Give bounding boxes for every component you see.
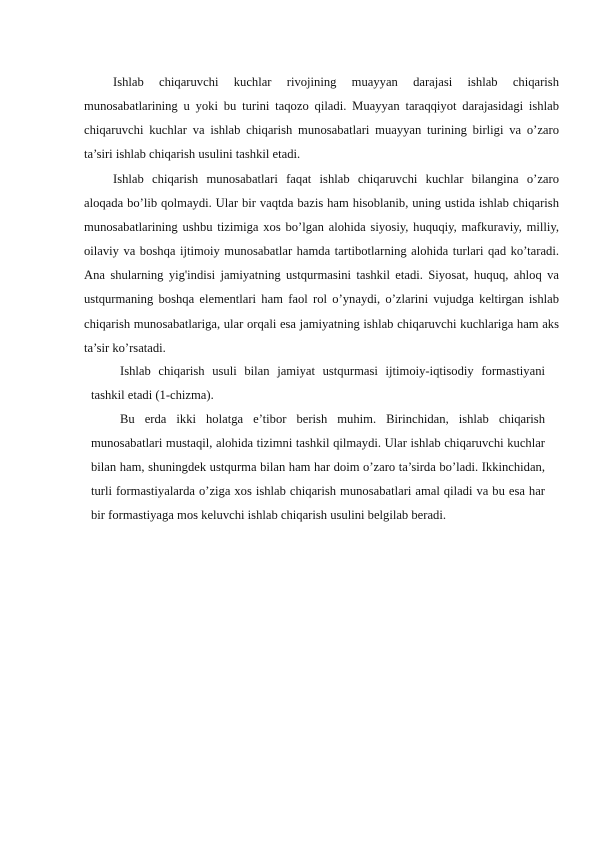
paragraph-1: Ishlab chiqaruvchi kuchlar rivojining muayyan darajasi ishlab chiqarish munosabatlarining u yoki bu turini taqozo qiladi. Muayyan taraqqiyot darajasidagi ishlab chiqaruvchi kuchlar va ishlab chiqarish munosabatlari muayyan turining birligi va o’zaro ta’siri ishlab chiqarish usulini tashkil etadi. <box>84 75 559 162</box>
paragraph-4: Bu erda ikki holatga e’tibor berish muhim. Birinchidan, ishlab chiqarish munosabatlari mustaqil, alohida tizimni tashkil qilmaydi. Ular ishlab chiqaruvchi kuchlar bilan ham, shuningdek ustqurma bilan ham har doim o’zaro ta’sirda bo’ladi. Ikkinchidan, turli formastiyalarda o’ziga xos ishlab chiqarish munosabatlari amal qiladi va bu esa har bir formastiyaga mos keluvchi ishlab chiqarish usulini belgilab beradi. <box>91 412 545 523</box>
paragraph-2: Ishlab chiqarish munosabatlari faqat ishlab chiqaruvchi kuchlar bilangina o’zaro aloqada bo’lib qolmaydi. Ular bir vaqtda bazis ham hisoblanib, uning ustida ishlab chiqarish munosabatlarining ushbu tizimiga xos bo’lgan alohida siyosiy, huquqiy, mafkuraviy, milliy, oilaviy va boshqa ijtimoiy munosabatlar hamda tartibotlarning alohida turlari qad ko’taradi. Ana shularning yig'indisi jamiyatning ustqurmasini tashkil etadi. Siyosat, huquq, ahloq va ustqurmaning boshqa elementlari ham faol rol o’ynaydi, o’zlarini vujudga keltirgan ishlab chiqarish munosabatlariga, ular orqali esa jamiyatning ishlab chiqaruvchi kuchlariga ham aks ta’sir ko’rsatadi. <box>84 172 559 355</box>
paragraph-3: Ishlab chiqarish usuli bilan jamiyat ustqurmasi ijtimoiy-iqtisodiy formastiyani tashkil etadi (1-chizma). <box>91 364 545 403</box>
